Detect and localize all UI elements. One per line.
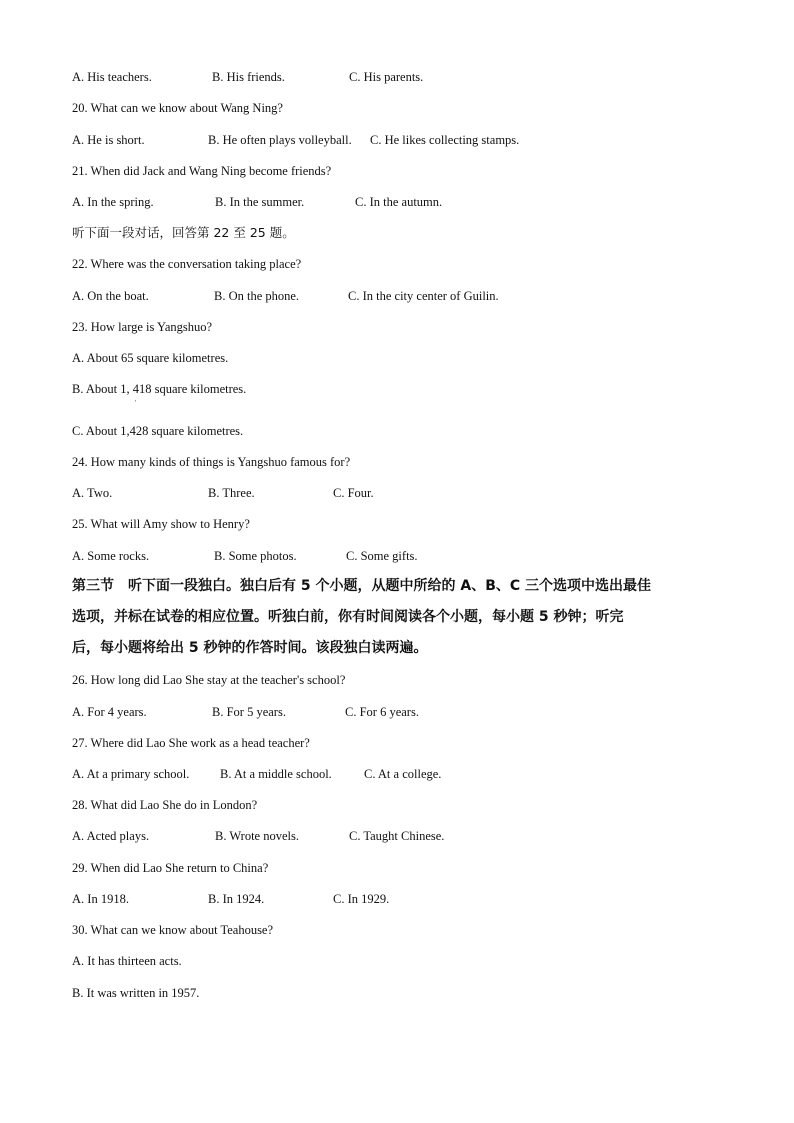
answer-option: C. Taught Chinese. — [349, 829, 445, 843]
answer-option: B. He often plays volleyball. — [208, 133, 352, 147]
answer-option: C. Some gifts. — [346, 549, 418, 563]
question-line: 29. When did Lao She return to China? — [72, 861, 269, 875]
answer-option: C. Four. — [333, 486, 374, 500]
answer-option: B. In the summer. — [215, 195, 305, 209]
answer-option: A. In 1918. — [72, 892, 129, 906]
answer-option: A. On the boat. — [72, 289, 149, 303]
question-line: C. About 1,428 square kilometres. — [72, 424, 244, 438]
answer-option: B. Some photos. — [214, 549, 297, 563]
question-line: B. It was written in 1957. — [72, 986, 200, 1000]
answer-option: B. In 1924. — [208, 892, 265, 906]
question-line: A. It has thirteen acts. — [72, 954, 182, 968]
question-line: 21. When did Jack and Wang Ning become friends? — [72, 164, 332, 178]
question-line: 26. How long did Lao She stay at the teacher's school? — [72, 673, 346, 687]
answer-option: B. On the phone. — [214, 289, 300, 303]
answer-option: B. For 5 years. — [212, 705, 286, 719]
answer-option: A. In the spring. — [72, 195, 154, 209]
question-line: 20. What can we know about Wang Ning? — [72, 101, 283, 115]
section-instruction: 选项，并标在试卷的相应位置。听独白前，你有时间阅读各个小题，每小题 5 秒钟；听完 — [72, 609, 624, 625]
answer-option: A. He is short. — [72, 133, 145, 147]
question-line: 30. What can we know about Teahouse? — [72, 923, 274, 937]
answer-option: A. For 4 years. — [72, 705, 147, 719]
question-line: 23. How large is Yangshuo? — [72, 320, 213, 334]
answer-option: A. At a primary school. — [72, 767, 190, 781]
question-line: B. About 1, 418 square kilometres. — [72, 382, 247, 396]
question-line: 27. Where did Lao She work as a head teacher? — [72, 736, 310, 750]
section-instruction: 后，每小题将给出 5 秒钟的作答时间。该段独白读两遍。 — [72, 640, 428, 656]
answer-option: C. In the autumn. — [355, 195, 443, 209]
question-line: 22. Where was the conversation taking place? — [72, 257, 302, 271]
answer-option: A. Two. — [72, 486, 113, 500]
answer-option: C. At a college. — [364, 767, 442, 781]
question-line: 25. What will Amy show to Henry? — [72, 517, 250, 531]
answer-option: C. His parents. — [349, 70, 424, 84]
section-instruction: 第三节 听下面一段独白。独白后有 5 个小题，从题中所给的 A、B、C 三个选项中选出最佳 — [72, 578, 652, 594]
answer-option: C. For 6 years. — [345, 705, 419, 719]
question-line: A. About 65 square kilometres. — [72, 351, 229, 365]
stray-mark: ' — [135, 399, 137, 407]
answer-option: B. Three. — [208, 486, 255, 500]
answer-option: C. In the city center of Guilin. — [348, 289, 499, 303]
answer-option: A. Acted plays. — [72, 829, 150, 843]
question-line: 28. What did Lao She do in London? — [72, 798, 258, 812]
answer-option: C. In 1929. — [333, 892, 390, 906]
instruction-line: 听下面一段对话，回答第 22 至 25 题。 — [72, 225, 295, 240]
answer-option: A. His teachers. — [72, 70, 152, 84]
answer-option: A. Some rocks. — [72, 549, 150, 563]
answer-option: C. He likes collecting stamps. — [370, 133, 520, 147]
answer-option: B. At a middle school. — [220, 767, 332, 781]
answer-option: B. Wrote novels. — [215, 829, 299, 843]
question-line: 24. How many kinds of things is Yangshuo famous for? — [72, 455, 351, 469]
answer-option: B. His friends. — [212, 70, 285, 84]
